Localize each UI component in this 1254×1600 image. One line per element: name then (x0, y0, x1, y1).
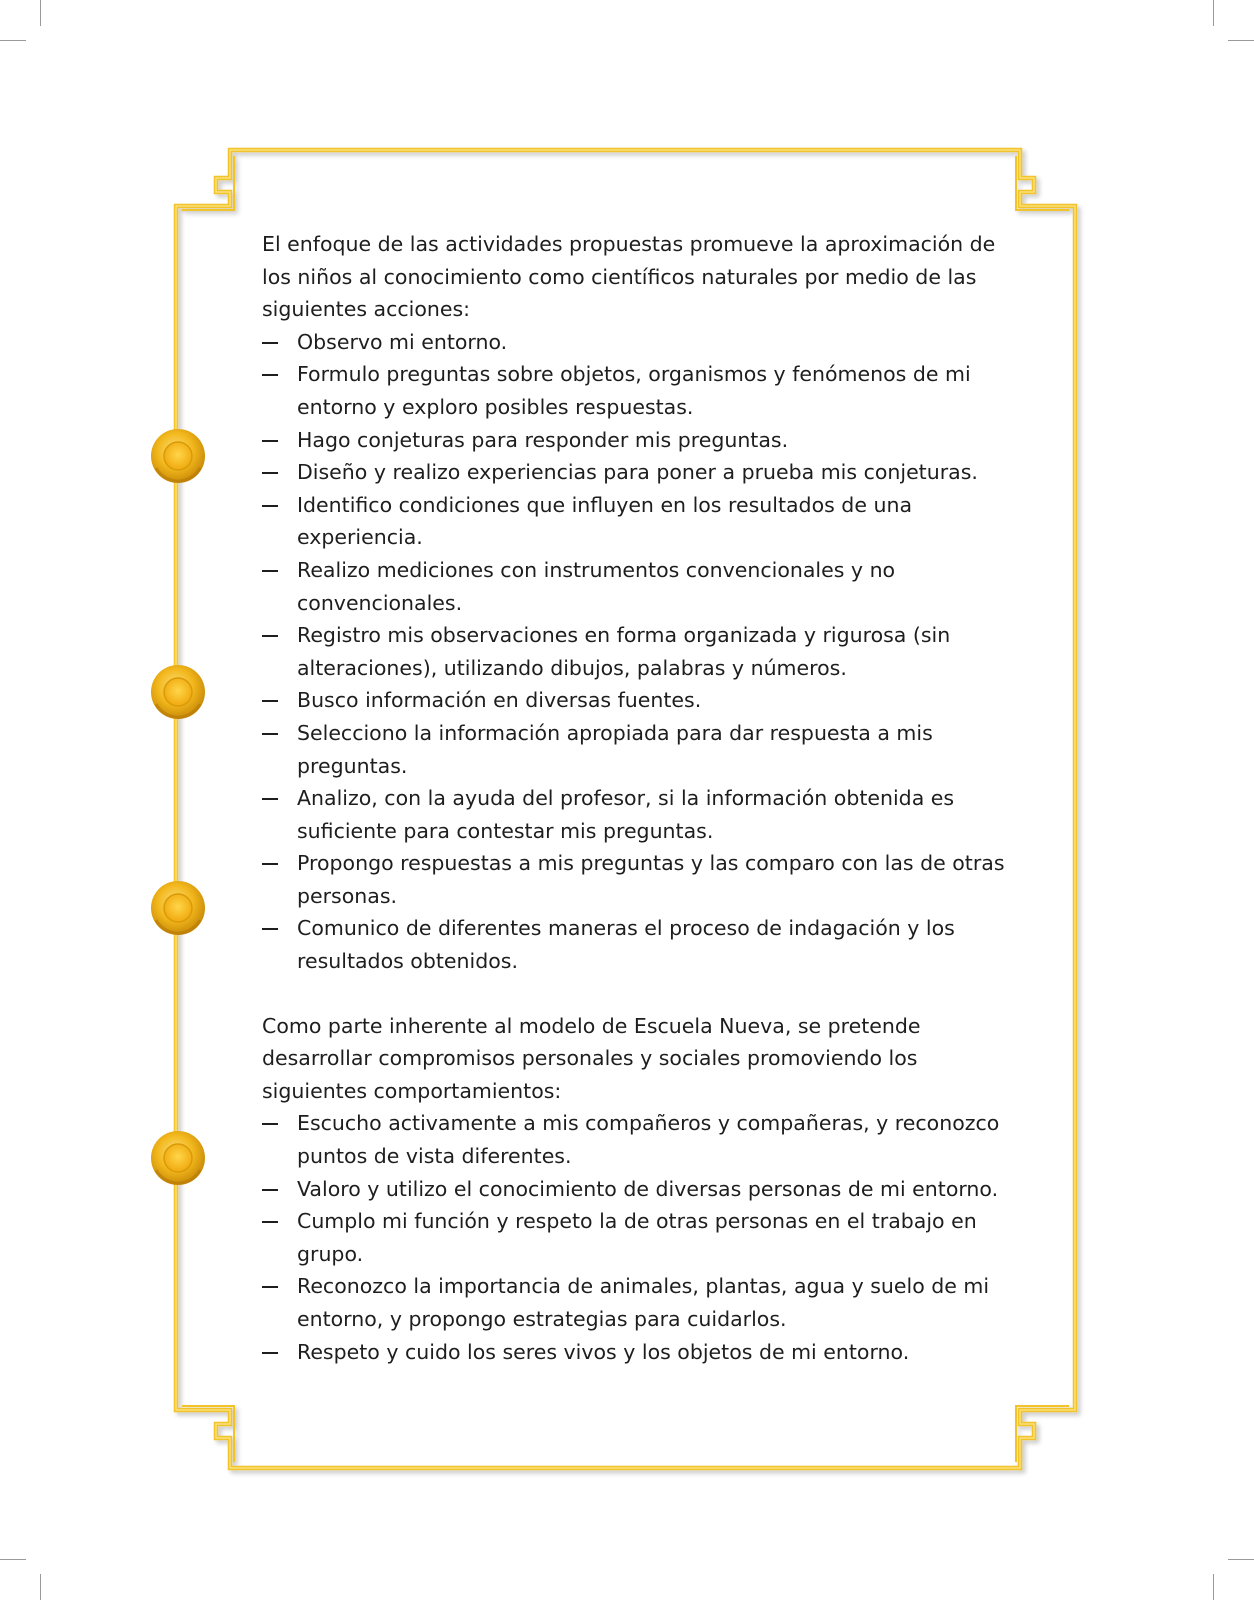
list-item: Diseño y realizo experiencias para poner a prueba mis conjeturas. (262, 456, 1022, 489)
actions-list (262, 326, 1022, 978)
list-item: Selecciono la información apropiada para dar respuesta a mis preguntas. (262, 717, 1022, 782)
section2-intro: Como parte inherente al modelo de Escuela Nueva, se pretende desarrollar compromisos personales y sociales promoviendo los siguientes comportamientos: (262, 1013, 921, 1103)
list-item: Busco información en diversas fuentes. (262, 684, 1022, 717)
list-item: Respeto y cuido los seres vivos y los objetos de mi entorno. (262, 1336, 1022, 1369)
list-item: Identifico condiciones que influyen en los resultados de una experiencia. (262, 489, 1022, 554)
list-item: Escucho activamente a mis compañeros y compañeras, y reconozco puntos de vista diferentes. (262, 1107, 1022, 1172)
list-item: Cumplo mi función y respeto la de otras personas en el trabajo en grupo. (262, 1205, 1022, 1270)
list-item: Realizo mediciones con instrumentos convencionales y no convencionales. (262, 554, 1022, 619)
list-item: Comunico de diferentes maneras el proceso de indagación y los resultados obtenidos. (262, 912, 1022, 977)
section1-intro: El enfoque de las actividades propuestas promueve la aproximación de los niños al conocimiento como científicos naturales por medio de las siguientes acciones: (262, 232, 996, 322)
list-item: Valoro y utilizo el conocimiento de diversas personas de mi entorno. (262, 1173, 1022, 1206)
content-area (262, 228, 1022, 1368)
section-gap (262, 978, 1022, 1010)
list-item: Reconozco la importancia de animales, plantas, agua y suelo de mi entorno, y propongo estrategias para cuidarlos. (262, 1270, 1022, 1335)
list-item: Formulo preguntas sobre objetos, organismos y fenómenos de mi entorno y exploro posibles respuestas. (262, 358, 1022, 423)
list-item: Propongo respuestas a mis preguntas y las comparo con las de otras personas. (262, 847, 1022, 912)
list-item: Hago conjeturas para responder mis preguntas. (262, 424, 1022, 457)
list-item: Observo mi entorno. (262, 326, 1022, 359)
behaviors-list (262, 1107, 1022, 1368)
list-item: Registro mis observaciones en forma organizada y rigurosa (sin alteraciones), utilizando dibujos, palabras y números. (262, 619, 1022, 684)
list-item: Analizo, con la ayuda del profesor, si la información obtenida es suficiente para contestar mis preguntas. (262, 782, 1022, 847)
